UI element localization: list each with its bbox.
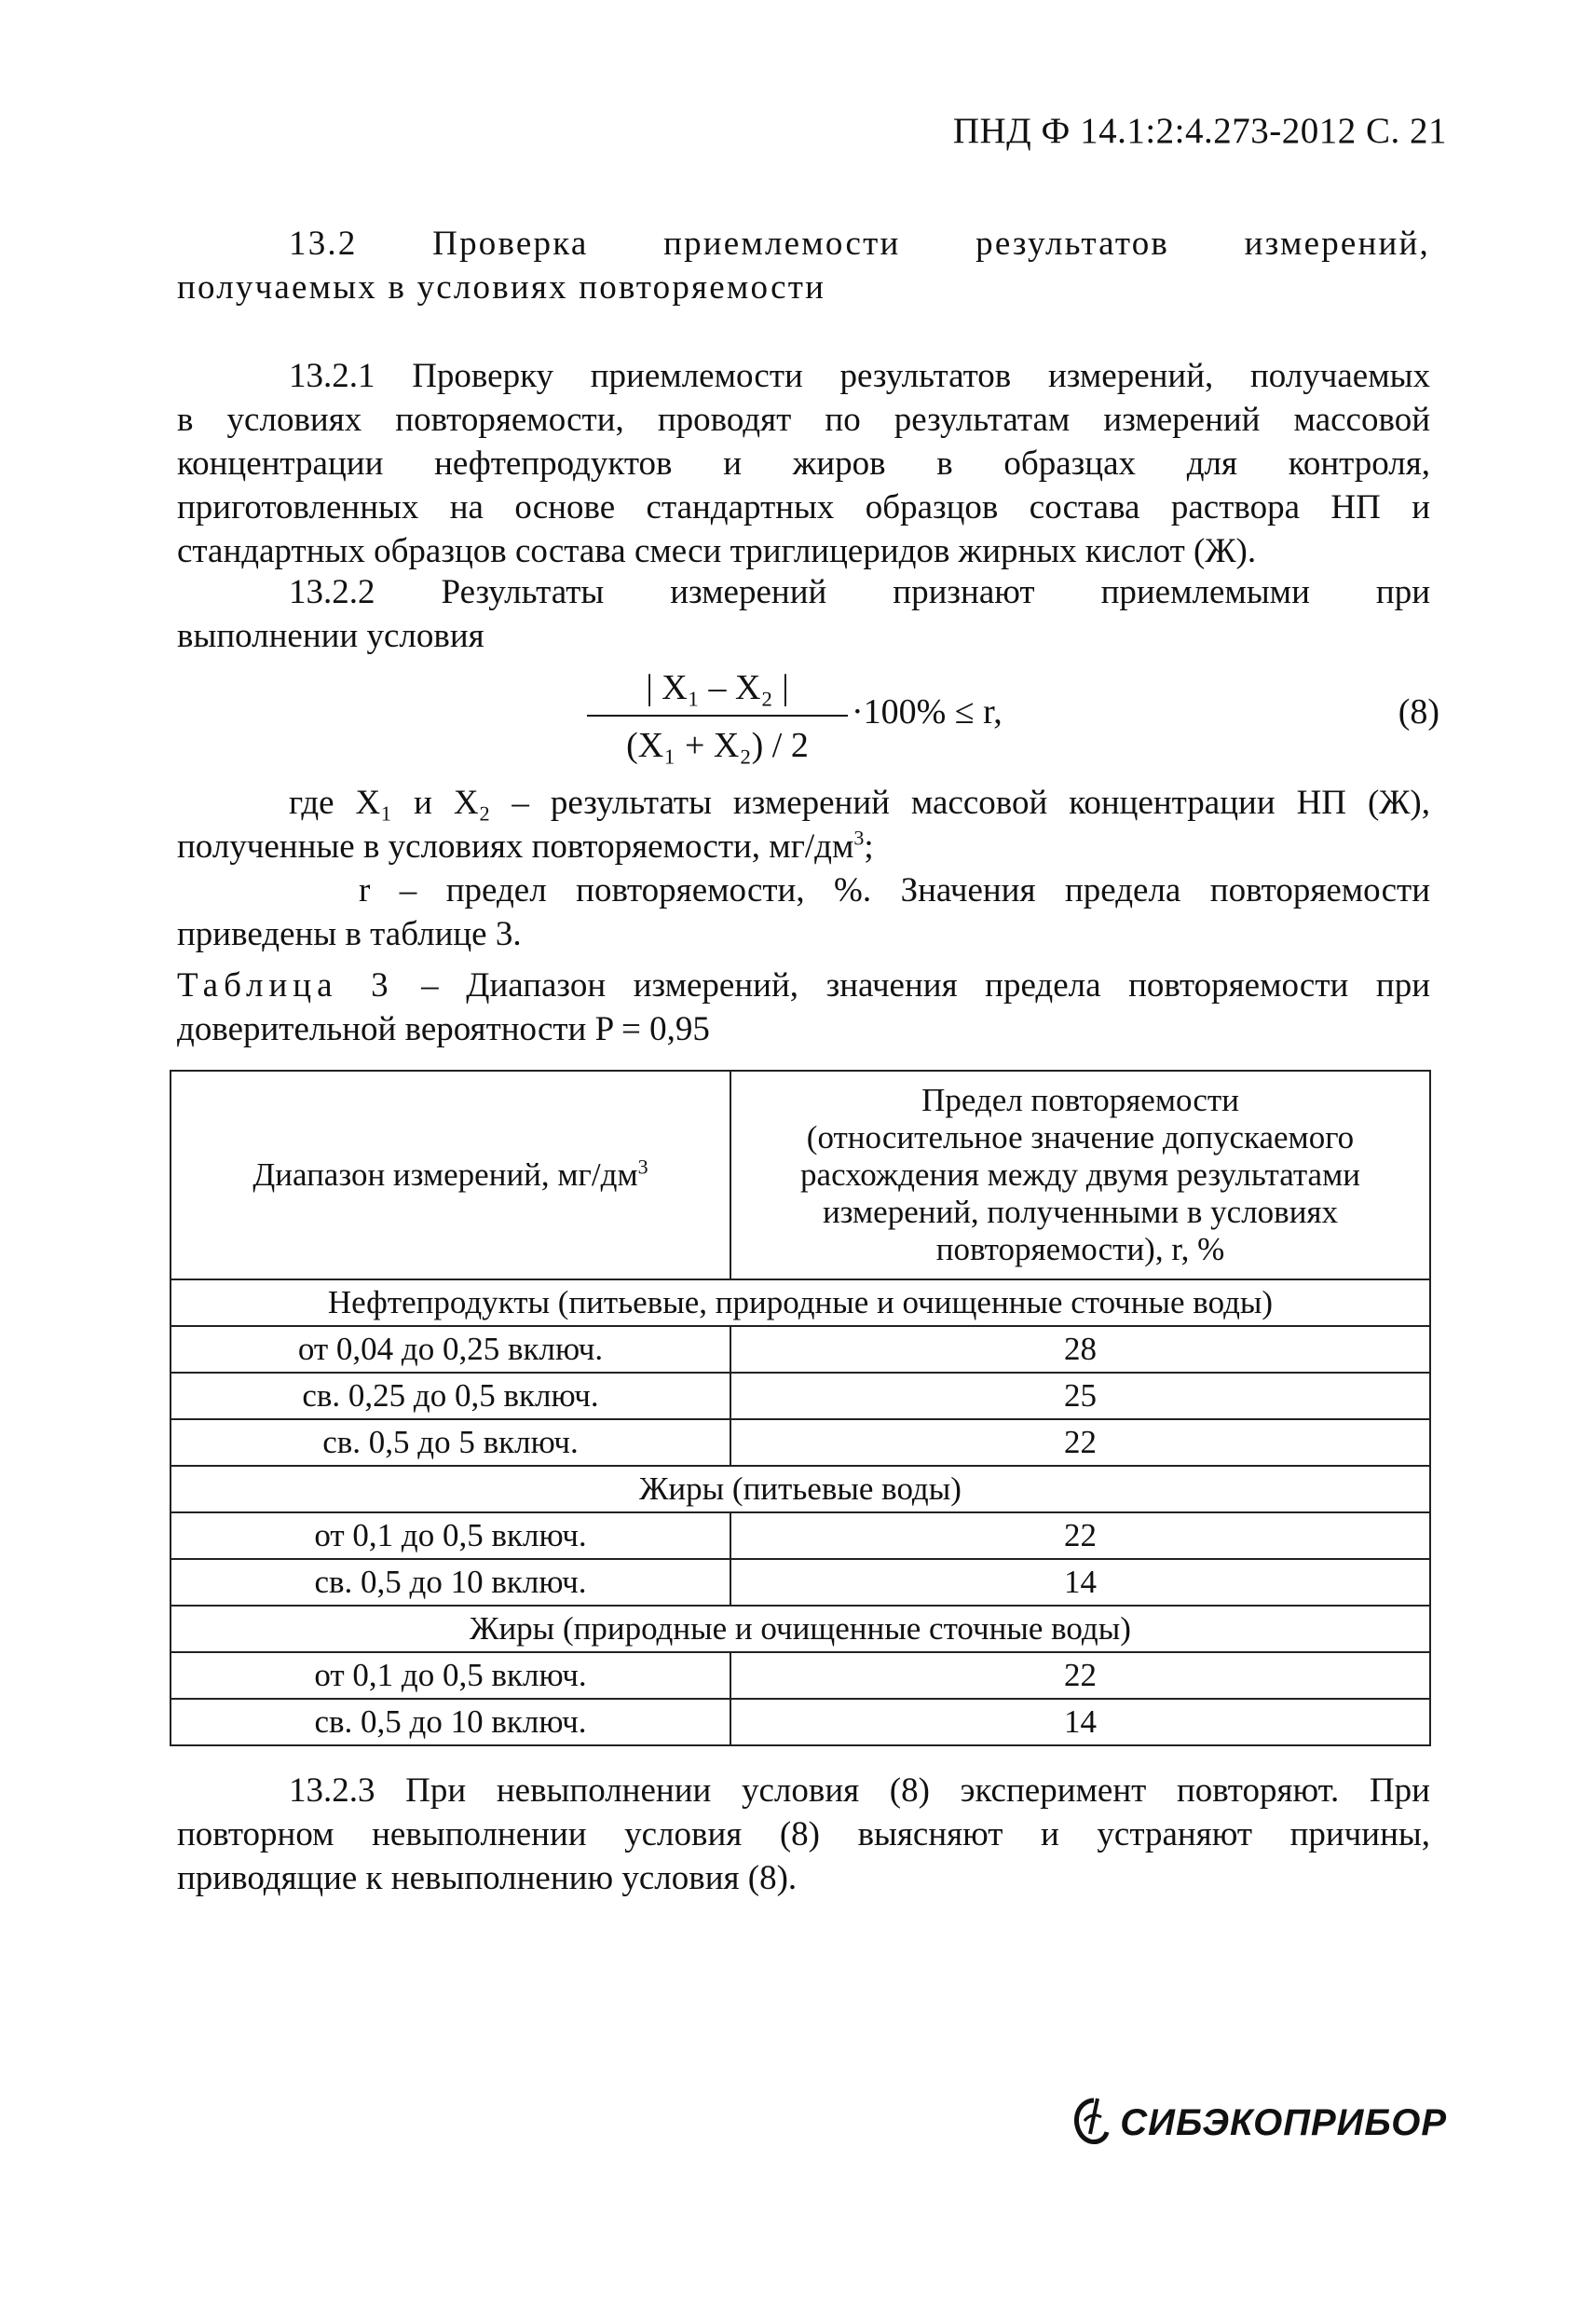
limit-cell: 14	[730, 1699, 1430, 1745]
table-row	[171, 1512, 1430, 1559]
group-title: Жиры (природные и очищенные сточные воды)	[171, 1606, 1430, 1652]
header-limit-line: расхождения между двумя результатами	[800, 1156, 1360, 1193]
where-line: r – предел повторяемости, %. Значения предела повторяемости	[359, 871, 1430, 909]
where-clause	[177, 781, 1430, 956]
paragraph-line: выполнении условия	[177, 617, 484, 655]
range-cell: св. 0,5 до 5 включ.	[171, 1419, 730, 1466]
table-row	[171, 1699, 1430, 1745]
formula-numerator: | X₁ – X₂ |	[646, 668, 789, 707]
group-title: Жиры (питьевые воды)	[171, 1466, 1430, 1512]
paragraph-line: концентрации нефтепродуктов и жиров в образцах для контроля,	[177, 444, 1430, 483]
header-limit-line: (относительное значение допускаемого	[806, 1119, 1355, 1156]
section-heading	[177, 222, 1430, 309]
section-heading-line-1: 13.2 Проверка приемлемости результатов измерений,	[289, 225, 1430, 263]
where-line-tail: ;	[864, 827, 874, 866]
table-header-row	[171, 1071, 1430, 1279]
formula-denominator: (X₁ + X₂) / 2	[626, 726, 809, 765]
range-cell: св. 0,25 до 0,5 включ.	[171, 1373, 730, 1419]
table-group-row	[171, 1466, 1430, 1512]
paragraph-line: 13.2.1 Проверку приемлемости результатов измерений, получаемых	[289, 357, 1430, 395]
group-title: Нефтепродукты (питьевые, природные и очищенные сточные воды)	[171, 1279, 1430, 1326]
where-line: где X₁ и X₂ – результаты измерений массовой концентрации НП (Ж),	[289, 784, 1430, 822]
table-row	[171, 1419, 1430, 1466]
paragraph-13-2-1	[177, 354, 1430, 573]
fraction-bar	[587, 715, 848, 717]
company-logo	[1066, 2097, 1447, 2149]
paragraph-line: приводящие к невыполнению условия (8).	[177, 1859, 798, 1897]
section-heading-line-2: получаемых в условиях повторяемости	[177, 268, 826, 307]
table-row	[171, 1326, 1430, 1373]
caption-line-2: доверительной вероятности P = 0,95	[177, 1010, 710, 1048]
repeatability-table	[170, 1070, 1431, 1746]
table-caption	[177, 964, 1430, 1051]
table-row	[171, 1652, 1430, 1699]
caption-label: Таблица 3	[177, 966, 394, 1005]
limit-cell: 25	[730, 1373, 1430, 1419]
paragraph-line: стандартных образцов состава смеси триглицеридов жирных кислот (Ж).	[177, 532, 1257, 570]
where-line-text: полученные в условиях повторяемости, мг/дм	[177, 827, 854, 866]
formula-fraction	[587, 663, 848, 770]
header-limit-line: измерений, полученными в условиях	[822, 1194, 1339, 1230]
paragraph-line: повторном невыполнении условия (8) выясняют и устраняют причины,	[177, 1815, 1430, 1853]
header-cell-limit	[730, 1071, 1430, 1279]
caption-line-1	[177, 964, 1430, 1007]
table-row	[171, 1373, 1430, 1419]
paragraph-13-2-3	[177, 1769, 1430, 1900]
range-cell: св. 0,5 до 10 включ.	[171, 1559, 730, 1606]
paragraph-line: в условиях повторяемости, проводят по результатам измерений массовой	[177, 401, 1430, 439]
limit-cell: 22	[730, 1512, 1430, 1559]
caption-text: – Диапазон измерений, значения предела повторяемости при	[393, 966, 1430, 1005]
paragraph-line: приготовленных на основе стандартных образцов состава раствора НП и	[177, 488, 1430, 526]
range-cell: от 0,04 до 0,25 включ.	[171, 1326, 730, 1373]
paragraph-13-2-2	[177, 570, 1430, 658]
range-cell: св. 0,5 до 10 включ.	[171, 1699, 730, 1745]
table-row	[171, 1559, 1430, 1606]
where-line	[177, 825, 1430, 868]
header-limit-line: повторяемости), r, %	[935, 1231, 1225, 1267]
superscript: 3	[853, 826, 865, 850]
sibecopribor-logo-icon	[1066, 2097, 1114, 2149]
where-line: приведены в таблице 3.	[177, 915, 522, 953]
limit-cell: 28	[730, 1326, 1430, 1373]
header-range-text: Диапазон измерений, мг/дм	[252, 1156, 638, 1193]
limit-cell: 14	[730, 1559, 1430, 1606]
equation-number: (8)	[1398, 692, 1439, 732]
range-cell: от 0,1 до 0,5 включ.	[171, 1652, 730, 1699]
formula-multiplier: ·100% ≤ r,	[852, 692, 1003, 732]
page-header: ПНД Ф 14.1:2:4.273-2012 С. 21	[952, 111, 1447, 151]
limit-cell: 22	[730, 1419, 1430, 1466]
header-cell-range	[171, 1071, 730, 1279]
paragraph-line: 13.2.2 Результаты измерений признают приемлемыми при	[289, 573, 1430, 611]
logo-text: СИБЭКОПРИБОР	[1120, 2101, 1447, 2143]
table-group-row	[171, 1606, 1430, 1652]
paragraph-line: 13.2.3 При невыполнении условия (8) эксперимент повторяют. При	[289, 1771, 1430, 1810]
superscript: 3	[637, 1155, 648, 1179]
range-cell: от 0,1 до 0,5 включ.	[171, 1512, 730, 1559]
limit-cell: 22	[730, 1652, 1430, 1699]
table-group-row	[171, 1279, 1430, 1326]
header-limit-line: Предел повторяемости	[921, 1082, 1239, 1118]
